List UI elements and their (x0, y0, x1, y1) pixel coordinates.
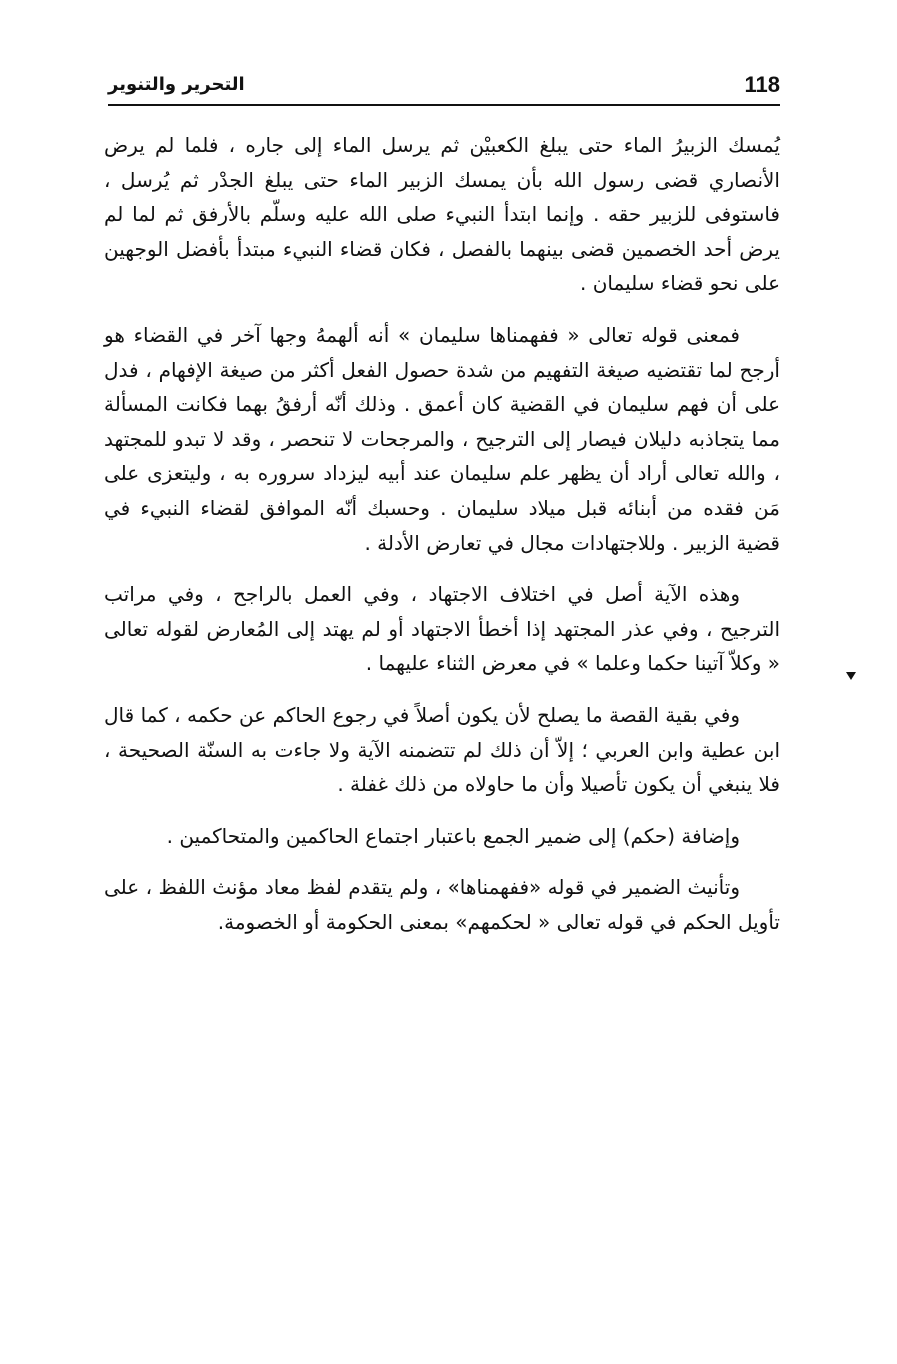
paragraph-6: وتأنيث الضمير في قوله «ففهمناها» ، ولم يتقدم لفظ معاد مؤنث اللفظ ، على تأويل الحكم في قوله تعالى « لحكمهم» بمعنى الحكومة أو الخصومة. (104, 875, 780, 934)
running-head (108, 70, 780, 104)
paragraph-4: وفي بقية القصة ما يصلح لأن يكون أصلاً في رجوع الحاكم عن حكمه ، كما قال ابن عطية وابن العربي ؛ إلاّ أن ذلك لم تتضمنه الآية ولا جاءت به السنّة الصحيحة ، فلا ينبغي أن يكون تأصيلا وأن ما حاولاه من ذلك غفلة . (104, 702, 780, 797)
paragraph-3: وهذه الآية أصل في اختلاف الاجتهاد ، وفي العمل بالراجح ، وفي مراتب الترجيح ، وفي عذر المجتهد إذا أخطأ الاجتهاد أو لم يهتد إلى المُعارض لقوله تعالى « وكلاّ آتينا حكما وعلما » في معرض الثناء عليهما . (104, 582, 780, 676)
paragraph-1: يُمسك الزبيرُ الماء حتى يبلغ الكعبيْن ثم يرسل الماء إلى جاره ، فلما لم يرض الأنصاري قضى رسول الله بأن يمسك الزبير الماء حتى يبلغ الجدْر ثم يُرسل ، فاستوفى للزبير حقه . وإنما ابتدأ النبيء صلى الله عليه وسلّم بالأرفق ثم لما لم يرض أحد الخصمين قضى بينهما بالفصل ، فكان قضاء النبيء مبتدأ بأفضل الوجهين على نحو قضاء سليمان . (104, 133, 780, 296)
body-text (104, 128, 780, 939)
page-number: 118 (744, 72, 780, 97)
paragraph-2: فمعنى قوله تعالى « ففهمناها سليمان » أنه ألهمهُ وجها آخر في القضاء هو أرجح لما تقتضيه صيغة التفهيم من شدة حصول الفعل أكثر من صيغة الإفهام ، فدل على أن فهم سليمان في القضية كان أعمق . وذلك أنّه أرفقُ بهما فكانت المسألة مما يتجاذبه دليلان فيصار إلى الترجيح ، والمرجحات لا تنحصر ، وقد لا تبدو للمجتهد ، والله تعالى أراد أن يظهر علم سليمان عند أبيه ليزداد سروره به ، وليتعزى على مَن فقده من أبنائه قبل ميلاد سليمان . وحسبك أنّه الموافق لقضاء النبيء في قضية الزبير . وللاجتهادات مجال في تعارض الأدلة . (104, 322, 780, 555)
header-rule (108, 104, 780, 106)
paragraph-5: وإضافة (حكم) إلى ضمير الجمع باعتبار اجتماع الحاكمين والمتحاكمين . (166, 823, 740, 848)
book-title: التحرير والتنوير (108, 74, 245, 95)
margin-marker-icon (846, 672, 856, 680)
